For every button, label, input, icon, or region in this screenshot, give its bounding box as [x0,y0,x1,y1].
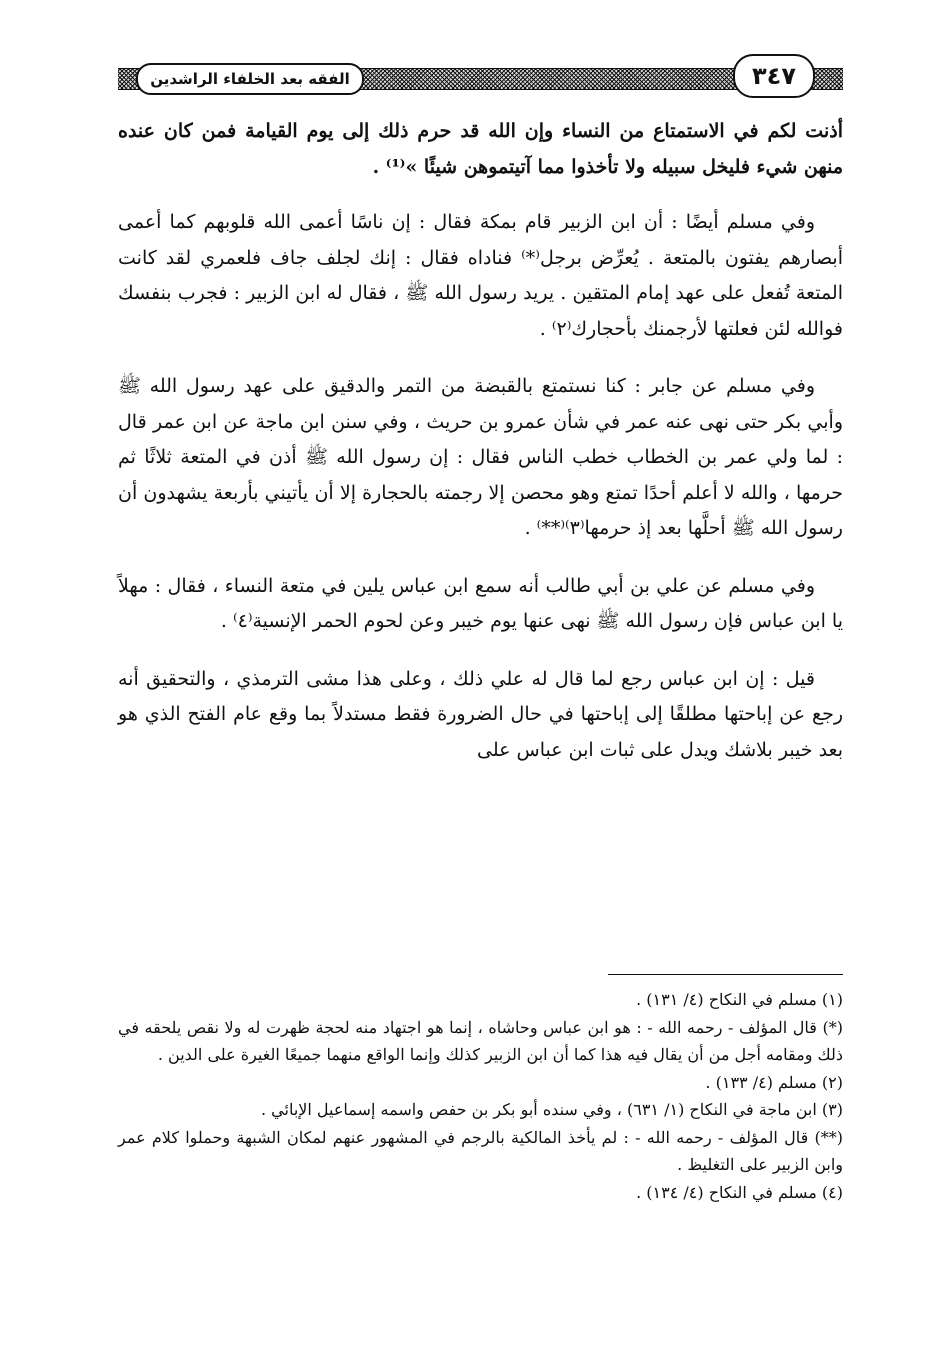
paragraph: وفي مسلم عن جابر : كنا نستمتع بالقبضة من التمر والدقيق على عهد رسول الله ﷺ وأبي بكر حتى نهى عنه عمر في شأن عمرو بن حريث ، وفي سنن ابن ماجة عن ابن عمر قال : لما ولي عمر بن الخطاب خطب الناس فقال : إن رسول الله ﷺ أذن في المتعة ثلاثًا ثم حرمها ، والله لا أعلم أحدًا تمتع وهو محصن إلا رجمته بالحجارة إلا أن يأتيني بأربعة يشهدون أن رسول الله ﷺ أحلَّها بعد إذ حرمها⁽٣⁾⁽**⁾ . [118,375,844,539]
footnote: (١) مسلم في النكاح (٤/ ١٣١) . [636,990,843,1009]
paragraph: قيل : إن ابن عباس رجع لما قال له علي ذلك ، وعلى هذا مشى الترمذي ، والتحقيق أنه رجع عن إباحتها مطلقًا إلى إباحتها في حال الضرورة فقط مستدلاً بما وقع عام الفتح الذي هو بعد خيبر بلاشك ويدل على ثبات ابن عباس على [118,667,843,761]
footnote: (٤) مسلم في النكاح (٤/ ١٣٤) . [636,1182,843,1202]
main-text [118,114,843,790]
footnote: (**) قال المؤلف - رحمه الله - : لم يأخذ المالكية بالرجم في المشهور عنهم لمكان الشبهة وحملوا كلام عمر وابن الزبير على التغليظ . [118,1127,843,1174]
running-header [118,46,843,106]
header-title: الفقه بعد الخلفاء الراشدين [136,63,364,95]
paragraph: وفي مسلم أيضًا : أن ابن الزبير قام بمكة فقال : إن ناسًا أعمى الله قلوبهم كما أعمى أبصارهم يفتون بالمتعة . يُعرِّض برجل⁽*⁾ فناداه فقال : إنك لجلف جاف فلعمري لقد كانت المتعة تُفعل على عهد إمام المتقين . يريد رسول الله ﷺ ، فقال له ابن الزبير : فجرب بنفسك فوالله لئن فعلتها لأرجمنك بأحجارك⁽٢⁾ . [118,211,843,340]
footnotes [118,986,843,1206]
paragraph: وفي مسلم عن علي بن أبي طالب أنه سمع ابن عباس يلين في متعة النساء ، فقال : مهلاً يا ابن عباس فإن رسول الله ﷺ نهى عنها يوم خيبر وعن لحوم الحمر الإنسية⁽٤⁾ . [118,574,843,632]
paragraph: أذنت لكم في الاستمتاع من النساء وإن الله قد حرم ذلك إلى يوم القيامة فمن كان عنده منهن شيء فليخل سبيله ولا تأخذوا مما آتيتموهن شيئًا »⁽¹⁾ . [118,120,843,178]
footnote-separator [608,974,843,975]
page-number: ٣٤٧ [733,54,815,98]
footnote: (٢) مسلم (٤/ ١٣٣) . [705,1072,843,1092]
footnote: (*) قال المؤلف - رحمه الله - : هو ابن عباس وحاشاه ، إنما هو اجتهاد منه لحجة ظهرت له ولا نقص يلحقه في ذلك ومقامه أجل من أن يقال فيه هذا كما أن ابن الزبير كذلك وإنما الواقع منهما جميعًا الغيرة على الدين . [118,1017,843,1064]
footnote: (٣) ابن ماجة في النكاح (١/ ٦٣١) ، وفي سنده أبو بكر بن حفص واسمه إسماعيل الإبائي . [260,1100,843,1119]
